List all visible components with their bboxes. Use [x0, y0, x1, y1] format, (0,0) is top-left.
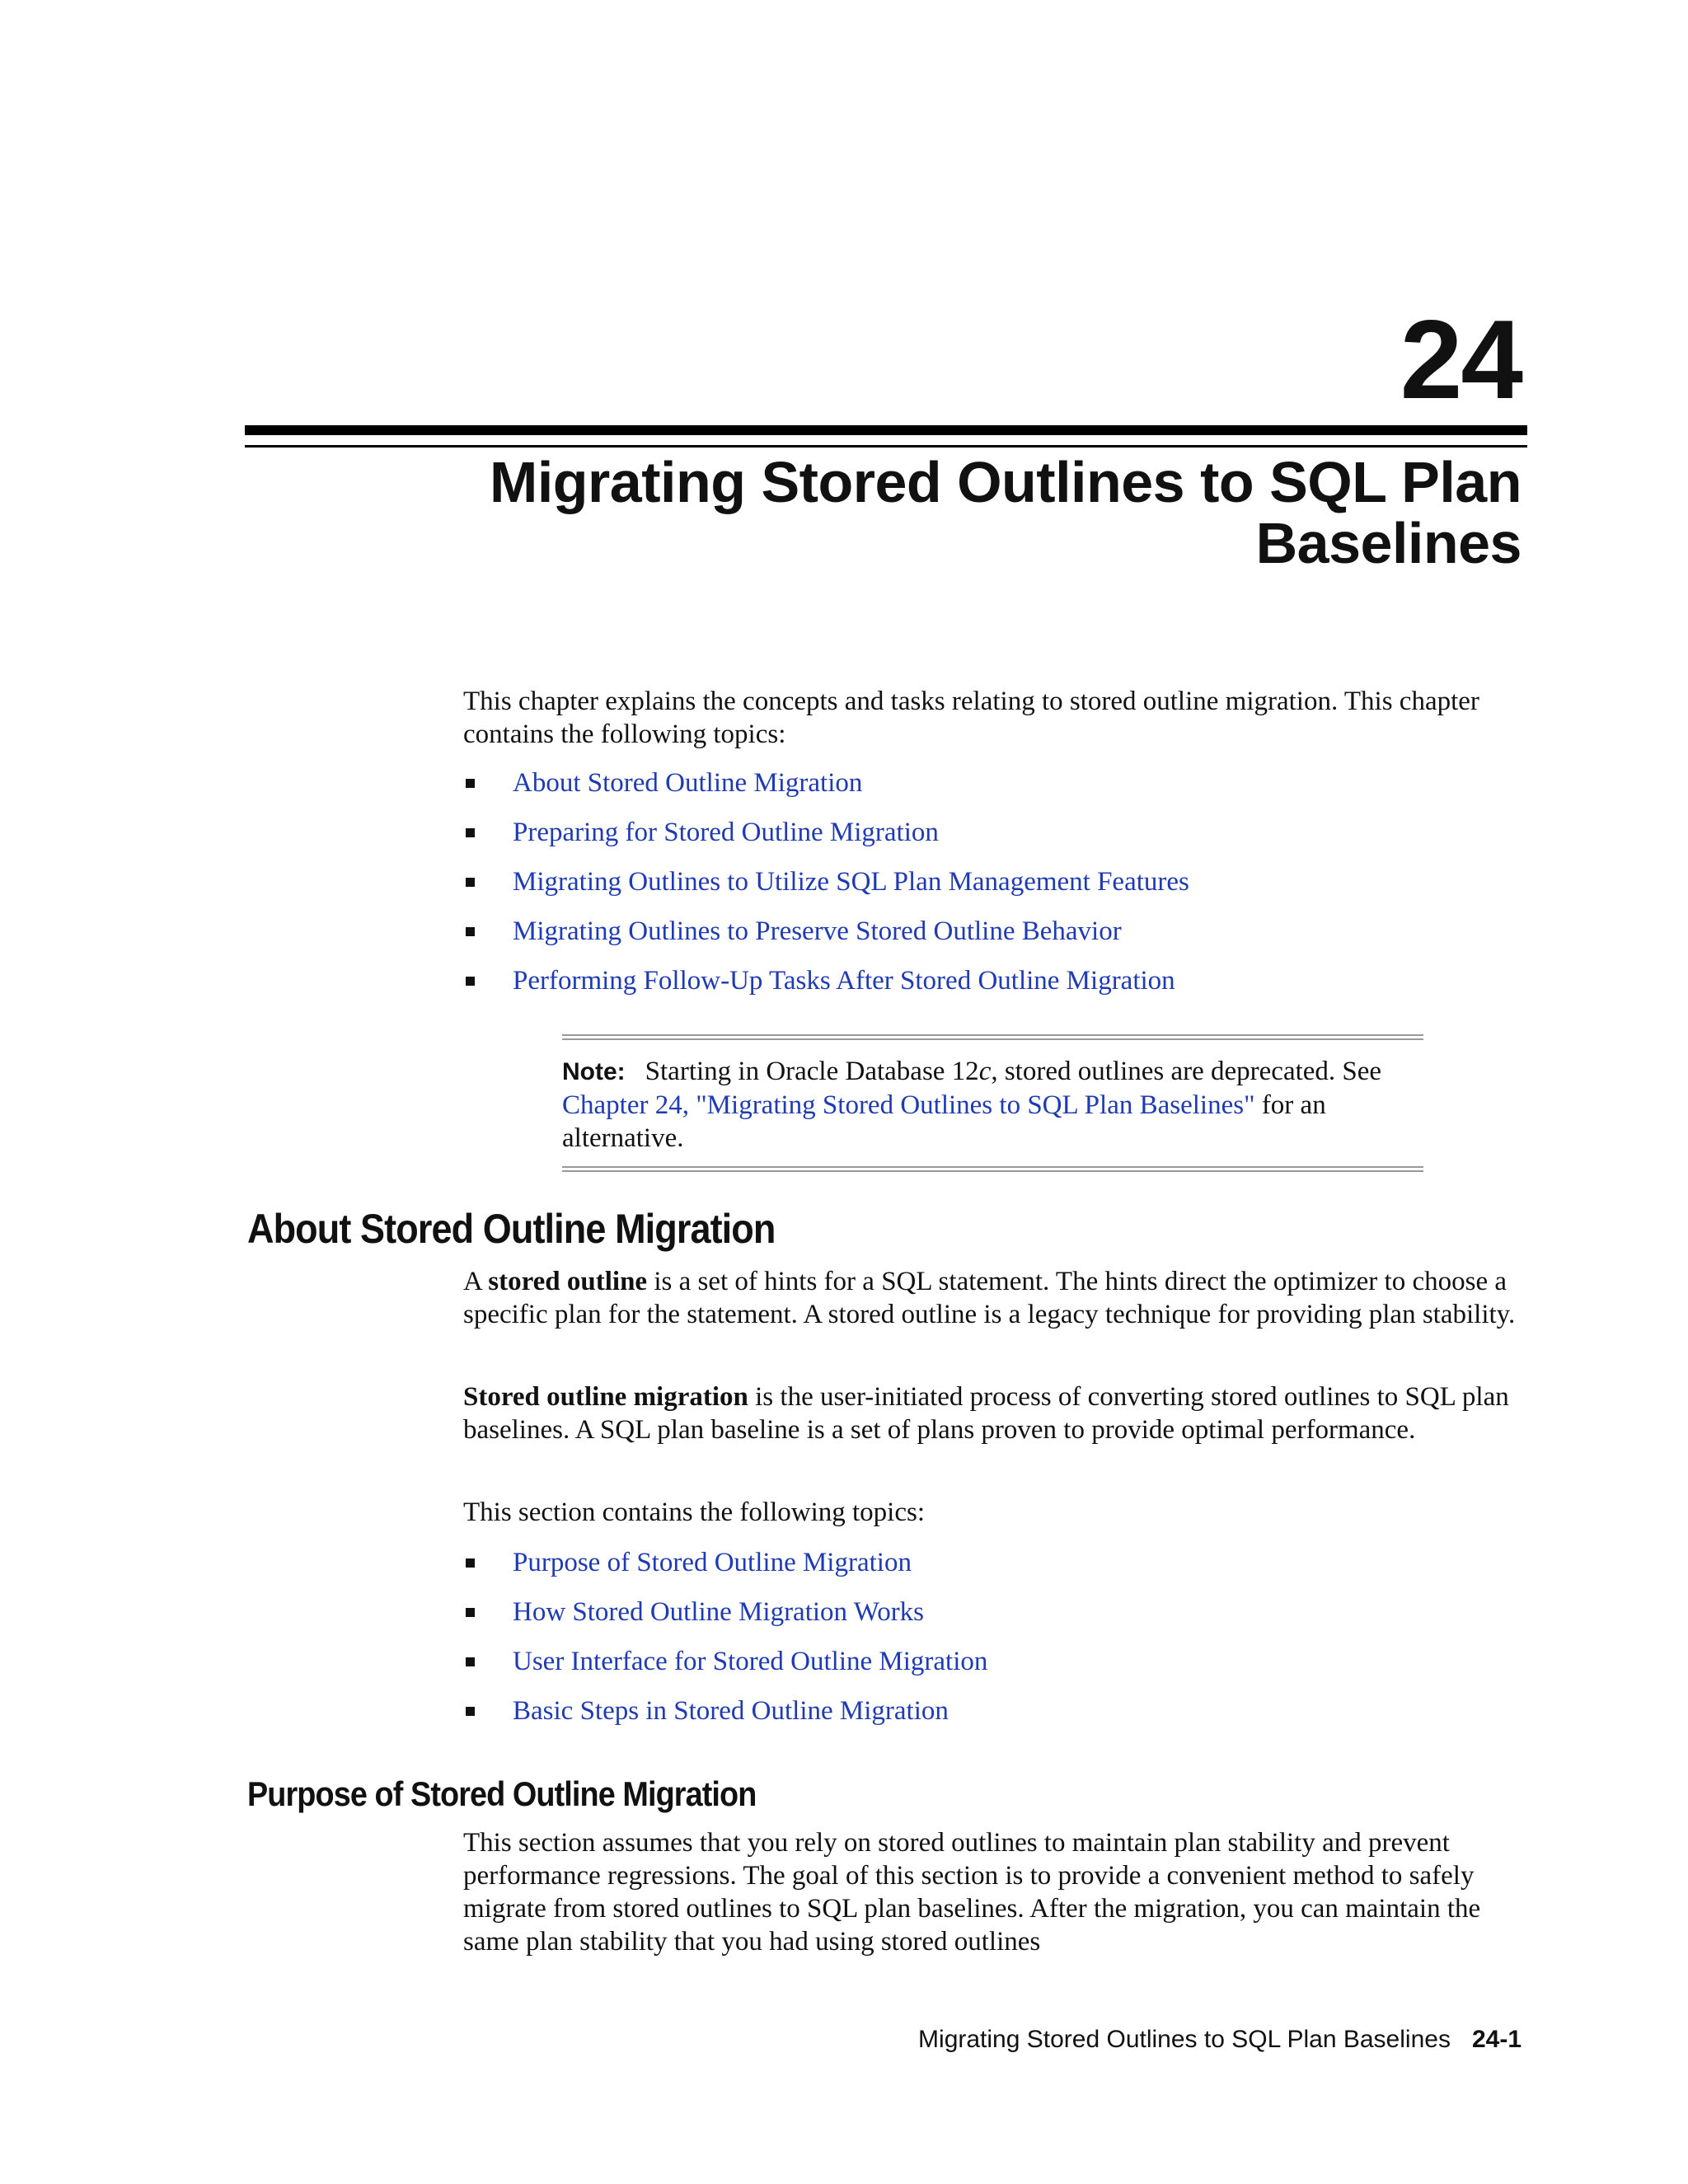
list-item — [463, 1546, 1535, 1596]
footer-title: Migrating Stored Outlines to SQL Plan Baselines — [918, 2026, 1451, 2053]
bullet-icon — [466, 977, 475, 986]
note-bottom-rule — [562, 1166, 1423, 1172]
intro-paragraph: This chapter explains the concepts and tasks relating to stored outline migration. This chapter contains the following topics: — [463, 687, 1479, 749]
note-version-suffix: c — [978, 1057, 992, 1086]
list-item — [463, 865, 1535, 915]
list-item — [463, 816, 1535, 865]
bullet-icon — [466, 828, 475, 837]
list-item — [463, 1694, 1535, 1744]
about-p1-prefix: A — [463, 1267, 489, 1296]
list-item — [463, 964, 1535, 1014]
title-rule-thin — [245, 445, 1527, 448]
purpose-paragraph-1: This section assumes that you rely on stored outlines to maintain plan stability and prevent performance regressions. The goal of this section is to provide a convenient method to safely migrate from stored outlines to SQL plan baselines. After the migration, you can maintain the same plan stability that you had using stored outlines — [463, 1828, 1481, 1957]
section-topics-list — [463, 1546, 1535, 1744]
list-item — [463, 915, 1535, 964]
topic-link-user-interface[interactable]: User Interface for Stored Outline Migration — [513, 1647, 988, 1676]
topic-link-how-it-works[interactable]: How Stored Outline Migration Works — [513, 1597, 925, 1627]
bullet-icon — [466, 1707, 475, 1716]
list-item — [463, 1645, 1535, 1694]
about-paragraph-3: This section contains the following topics: — [463, 1497, 926, 1527]
page-footer — [918, 2026, 1522, 2054]
term-stored-outline-migration: Stored outline migration — [463, 1382, 748, 1412]
topic-link-basic-steps[interactable]: Basic Steps in Stored Outline Migration — [513, 1696, 949, 1726]
about-paragraph-2 — [463, 1380, 1535, 1446]
bullet-icon — [466, 1558, 475, 1568]
topic-link-purpose[interactable]: Purpose of Stored Outline Migration — [513, 1548, 912, 1577]
about-p2-text: is the user-initiated process of converting stored outlines to SQL plan baselines. A SQL plan baseline is a set of plans proven to provide optimal performance. — [463, 1382, 1509, 1445]
topic-link-preserve-behavior[interactable]: Migrating Outlines to Preserve Stored Outline Behavior — [513, 916, 1122, 946]
bullet-icon — [466, 1608, 475, 1617]
note-box — [562, 1034, 1423, 1172]
note-text-deprecated: , stored outlines are deprecated. See — [991, 1057, 1382, 1086]
note-text-end: for an alternative. — [562, 1090, 1326, 1153]
title-rule-thick — [245, 425, 1527, 435]
bullet-icon — [466, 779, 475, 788]
list-item — [463, 1596, 1535, 1645]
note-chapter-link[interactable]: Chapter 24, "Migrating Stored Outlines to SQL Plan Baselines" — [562, 1090, 1255, 1120]
chapter-number: 24 — [1400, 297, 1522, 422]
about-paragraph-1 — [463, 1265, 1535, 1331]
topic-link-about[interactable]: About Stored Outline Migration — [513, 768, 863, 798]
section-heading-about: About Stored Outline Migration — [247, 1206, 776, 1252]
list-item — [463, 766, 1535, 816]
topic-link-follow-up[interactable]: Performing Follow-Up Tasks After Stored Outline Migration — [513, 966, 1175, 996]
note-label: Note: — [562, 1058, 626, 1085]
topic-link-preparing[interactable]: Preparing for Stored Outline Migration — [513, 818, 939, 847]
footer-page-number: 24-1 — [1471, 2026, 1522, 2053]
note-top-rule — [562, 1034, 1423, 1040]
bullet-icon — [466, 878, 475, 887]
note-content — [562, 1040, 1423, 1166]
chapter-topics-list — [463, 766, 1535, 1014]
chapter-title: Migrating Stored Outlines to SQL Plan Baselines — [490, 450, 1522, 575]
section-heading-purpose: Purpose of Stored Outline Migration — [247, 1774, 757, 1813]
bullet-icon — [466, 1657, 475, 1666]
about-p1-text: is a set of hints for a SQL statement. The hints direct the optimizer to choose a specific plan for the statement. A stored outline is a legacy technique for providing plan stability. — [463, 1267, 1516, 1329]
term-stored-outline: stored outline — [488, 1267, 648, 1296]
bullet-icon — [466, 927, 475, 936]
topic-link-utilize-spm[interactable]: Migrating Outlines to Utilize SQL Plan Management Features — [513, 867, 1189, 897]
note-text: Starting in Oracle Database 12 — [645, 1057, 979, 1086]
